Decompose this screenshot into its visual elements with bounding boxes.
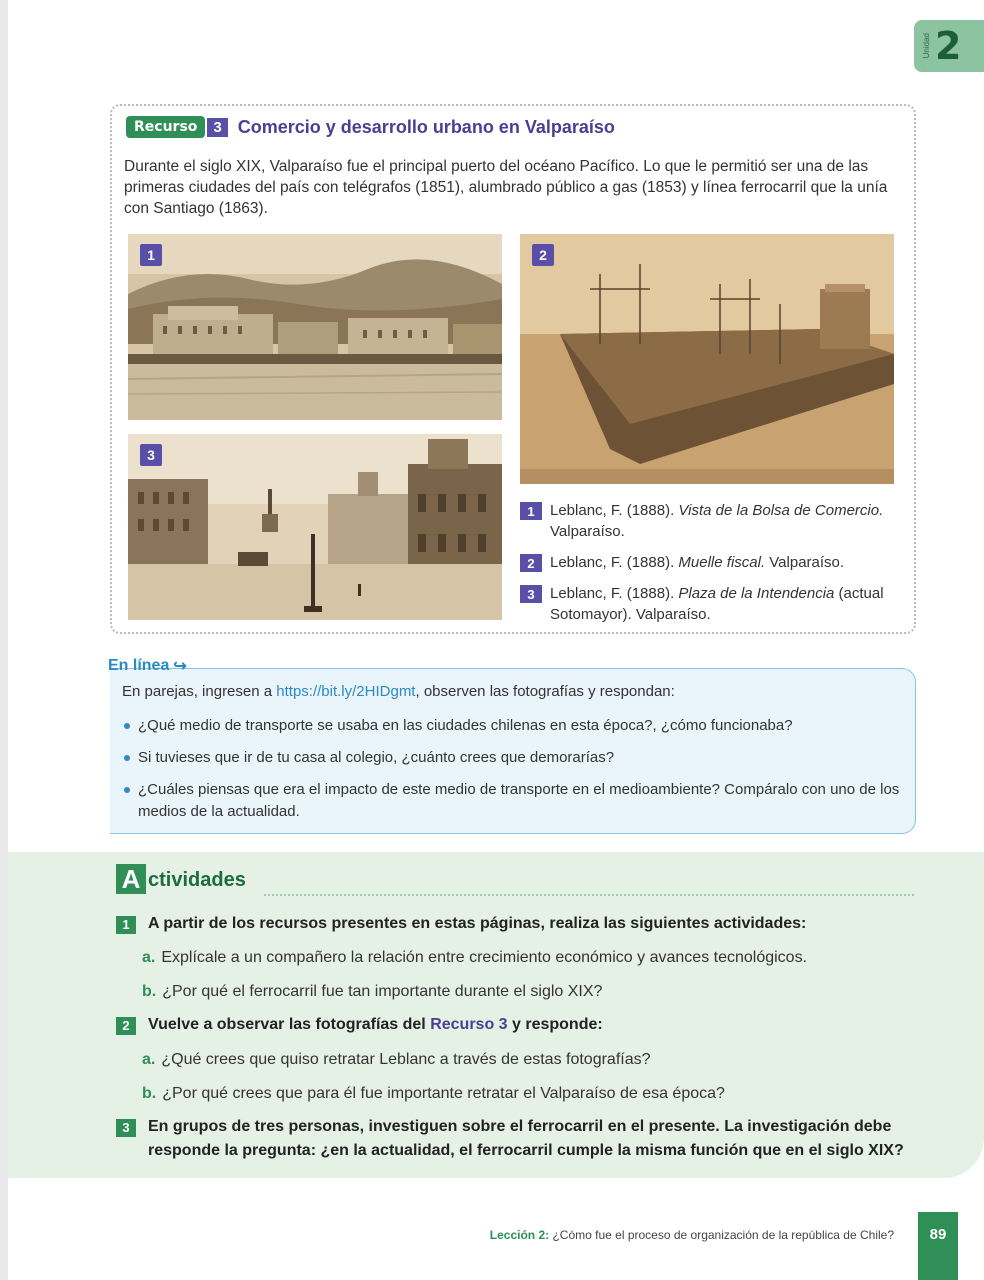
activity-2-text: Vuelve a observar las fotografías del Recurso 3 y responde:	[148, 1016, 603, 1033]
online-label: En línea ↪	[108, 657, 187, 675]
activities-header	[116, 864, 246, 894]
activity-3-number: 3	[116, 1119, 136, 1137]
unit-number: 2	[935, 24, 962, 68]
activity-2a: a. ¿Qué crees que quiso retratar Leblanc a través de estas fotografías?	[142, 1051, 651, 1068]
activities-divider	[264, 894, 914, 896]
caption-3	[520, 583, 910, 625]
caption-1	[520, 500, 910, 542]
photo-muelle-fiscal	[520, 234, 894, 484]
caption-1-text: Leblanc, F. (1888). Vista de la Bolsa de Comercio. Valparaíso.	[550, 502, 884, 540]
caption-1-number: 1	[520, 502, 542, 520]
unit-tab	[914, 20, 984, 72]
activity-3	[116, 1115, 906, 1163]
page-number: 89	[918, 1212, 958, 1280]
photo-2-badge: 2	[532, 244, 554, 266]
activity-1b: b. ¿Por qué el ferrocarril fue tan importante durante el siglo XIX?	[142, 983, 603, 1000]
caption-3-text: Leblanc, F. (1888). Plaza de la Intendencia (actual Sotomayor). Valparaíso.	[550, 585, 884, 623]
photo-2-image	[520, 234, 894, 484]
photo-plaza-intendencia	[128, 434, 502, 620]
textbook-page	[8, 0, 984, 1280]
resource-tag: Recurso	[126, 116, 205, 138]
online-bullet-1: ¿Qué medio de transporte se usaba en las ciudades chilenas en esta época?, ¿cómo funcionaba?	[124, 715, 904, 737]
photo-bolsa-de-comercio	[128, 234, 502, 420]
activity-1-text: A partir de los recursos presentes en estas páginas, realiza las siguientes actividades:	[148, 915, 807, 932]
activity-3-text: En grupos de tres personas, investiguen sobre el ferrocarril en el presente. La investigación debe responde la pregunta: ¿en la actualidad, el ferrocarril cumple la misma función que en el siglo XIX?	[148, 1118, 904, 1159]
activity-1a: a. Explícale a un compañero la relación entre crecimiento económico y avances tecnológicos.	[142, 949, 808, 966]
activity-2	[116, 1013, 916, 1037]
resource-header	[126, 116, 615, 138]
resource-title: Comercio y desarrollo urbano en Valparaíso	[237, 116, 615, 137]
photo-1-image	[128, 234, 502, 420]
link-arrow-icon: ↪	[173, 658, 187, 675]
photo-captions	[520, 500, 910, 635]
caption-2	[520, 552, 910, 573]
resource-text: Durante el siglo XIX, Valparaíso fue el principal puerto del océano Pacífico. Lo que le permitió ser una de las primeras ciudades del país con telégrafos (1851), alumbrado público a gas (1853) y línea ferrocarril que la unía con Santiago (1863).	[124, 158, 888, 217]
online-bullet-2: Si tuvieses que ir de tu casa al colegio, ¿cuánto crees que demorarías?	[124, 747, 904, 769]
caption-3-number: 3	[520, 585, 542, 603]
activity-1-number: 1	[116, 916, 136, 934]
online-link[interactable]: https://bit.ly/2HIDgmt	[276, 683, 416, 700]
photo-3-badge: 3	[140, 444, 162, 466]
photo-3-image	[128, 434, 502, 620]
activity-2b: b. ¿Por qué crees que para él fue importante retratar el Valparaíso de esa época?	[142, 1085, 725, 1102]
online-box	[110, 668, 916, 834]
footer-lesson: Lección 2: ¿Cómo fue el proceso de organización de la república de Chile?	[489, 1228, 894, 1242]
unit-label: Unidad	[922, 33, 931, 59]
caption-2-number: 2	[520, 554, 542, 572]
activity-2-number: 2	[116, 1017, 136, 1035]
online-intro: En parejas, ingresen a https://bit.ly/2HIDgmt, observen las fotografías y respondan:	[122, 683, 675, 700]
activities-title: ctividades	[148, 869, 246, 891]
activities-letter: A	[116, 864, 146, 894]
photo-1-badge: 1	[140, 244, 162, 266]
resource-number: 3	[207, 118, 227, 137]
activity-1	[116, 912, 916, 936]
online-bullet-3: ¿Cuáles piensas que era el impacto de este medio de transporte en el medioambiente? Compáralo con uno de los medios de la actualidad.	[124, 779, 904, 823]
caption-2-text: Leblanc, F. (1888). Muelle fiscal. Valparaíso.	[550, 554, 845, 571]
resource-box	[110, 104, 916, 634]
